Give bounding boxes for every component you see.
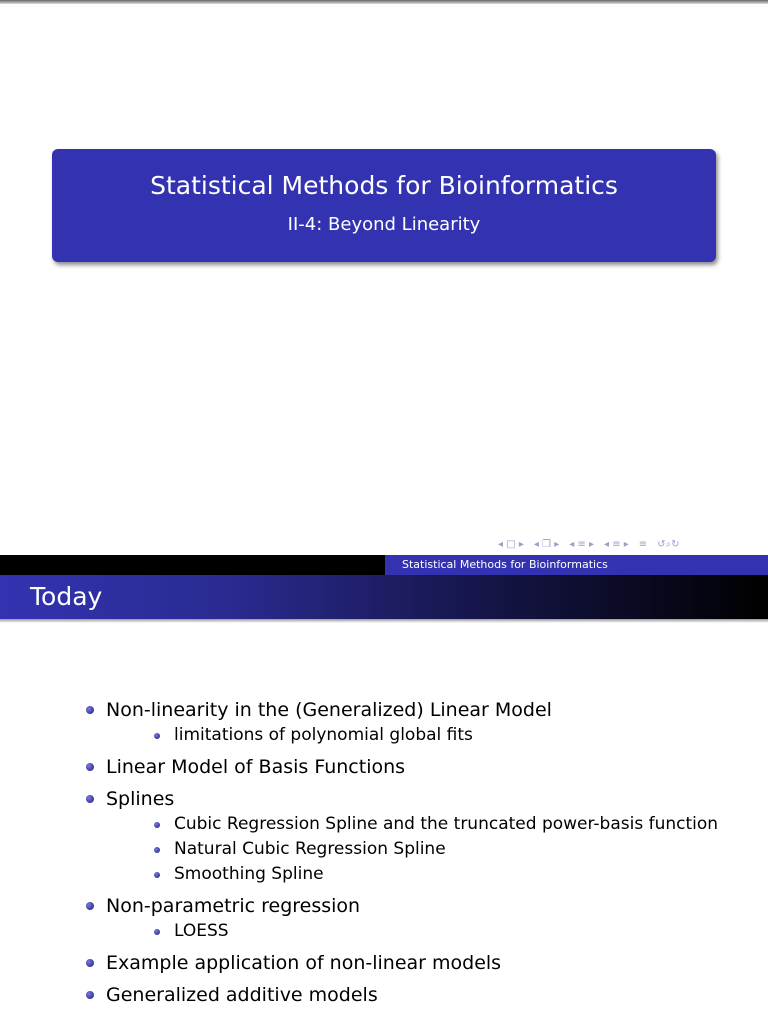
bullet-icon: [154, 733, 160, 739]
beamer-navigation-bar: [498, 537, 764, 551]
bullet-icon: [86, 902, 94, 910]
list-item-text: Non-parametric regression: [106, 895, 361, 917]
bullet-icon: [86, 763, 94, 771]
nav-frame-icon[interactable]: ◂ □ ▸: [498, 538, 524, 550]
list-item-text: Non-linearity in the (Generalized) Linear Model: [106, 699, 552, 721]
bullet-icon: [154, 929, 160, 935]
top-edge-line: [0, 0, 768, 4]
sub-list: [106, 919, 764, 944]
sub-list-item-text: Cubic Regression Spline and the truncated power-basis function: [174, 814, 719, 834]
list-item: [84, 697, 764, 748]
sub-list-item-text: limitations of polynomial global fits: [174, 725, 473, 745]
list-item: [84, 950, 764, 976]
nav-search-back-icon[interactable]: ↺⌕↻: [657, 538, 680, 550]
sub-list-item: [152, 862, 764, 887]
sub-list-item: [152, 812, 764, 837]
sub-list: [106, 812, 764, 887]
sub-list-item-text: Smoothing Spline: [174, 864, 324, 884]
list-item: [84, 982, 764, 1008]
sub-list-item-text: Natural Cubic Regression Spline: [174, 839, 446, 859]
list-item: [84, 893, 764, 944]
frame-title-shadow: [0, 619, 768, 623]
nav-toc-icon[interactable]: ≡: [638, 538, 648, 550]
bullet-icon: [86, 706, 94, 714]
sub-list-item: [152, 919, 764, 944]
nav-subsection-icon[interactable]: ◂ ❐ ▸: [533, 538, 560, 550]
list-item-text: Generalized additive models: [106, 984, 378, 1006]
sub-list-item: [152, 837, 764, 862]
list-item-text: Example application of non-linear models: [106, 952, 502, 974]
headline-short-title: Statistical Methods for Bioinformatics: [385, 555, 768, 575]
title-block: [52, 149, 716, 262]
bullet-icon: [154, 822, 160, 828]
presentation-title: Statistical Methods for Bioinformatics: [150, 171, 618, 200]
bullet-icon: [86, 991, 94, 999]
sub-list: [106, 723, 764, 748]
bullet-icon: [154, 872, 160, 878]
bullet-icon: [86, 959, 94, 967]
sub-list-item-text: LOESS: [174, 921, 229, 941]
list-item-text: Splines: [106, 788, 175, 810]
list-item: [84, 786, 764, 887]
bullet-icon: [154, 847, 160, 853]
presentation-subtitle: II-4: Beyond Linearity: [287, 214, 481, 235]
bullet-icon: [86, 795, 94, 803]
list-item-text: Linear Model of Basis Functions: [106, 756, 406, 778]
list-item: [84, 754, 764, 780]
nav-document-icon[interactable]: ◂ ≡ ▸: [604, 538, 629, 550]
sub-list-item: [152, 723, 764, 748]
nav-section-icon[interactable]: ◂ ≡ ▸: [569, 538, 595, 550]
frame-title: Today: [0, 575, 768, 619]
outline-list: [84, 697, 764, 1014]
